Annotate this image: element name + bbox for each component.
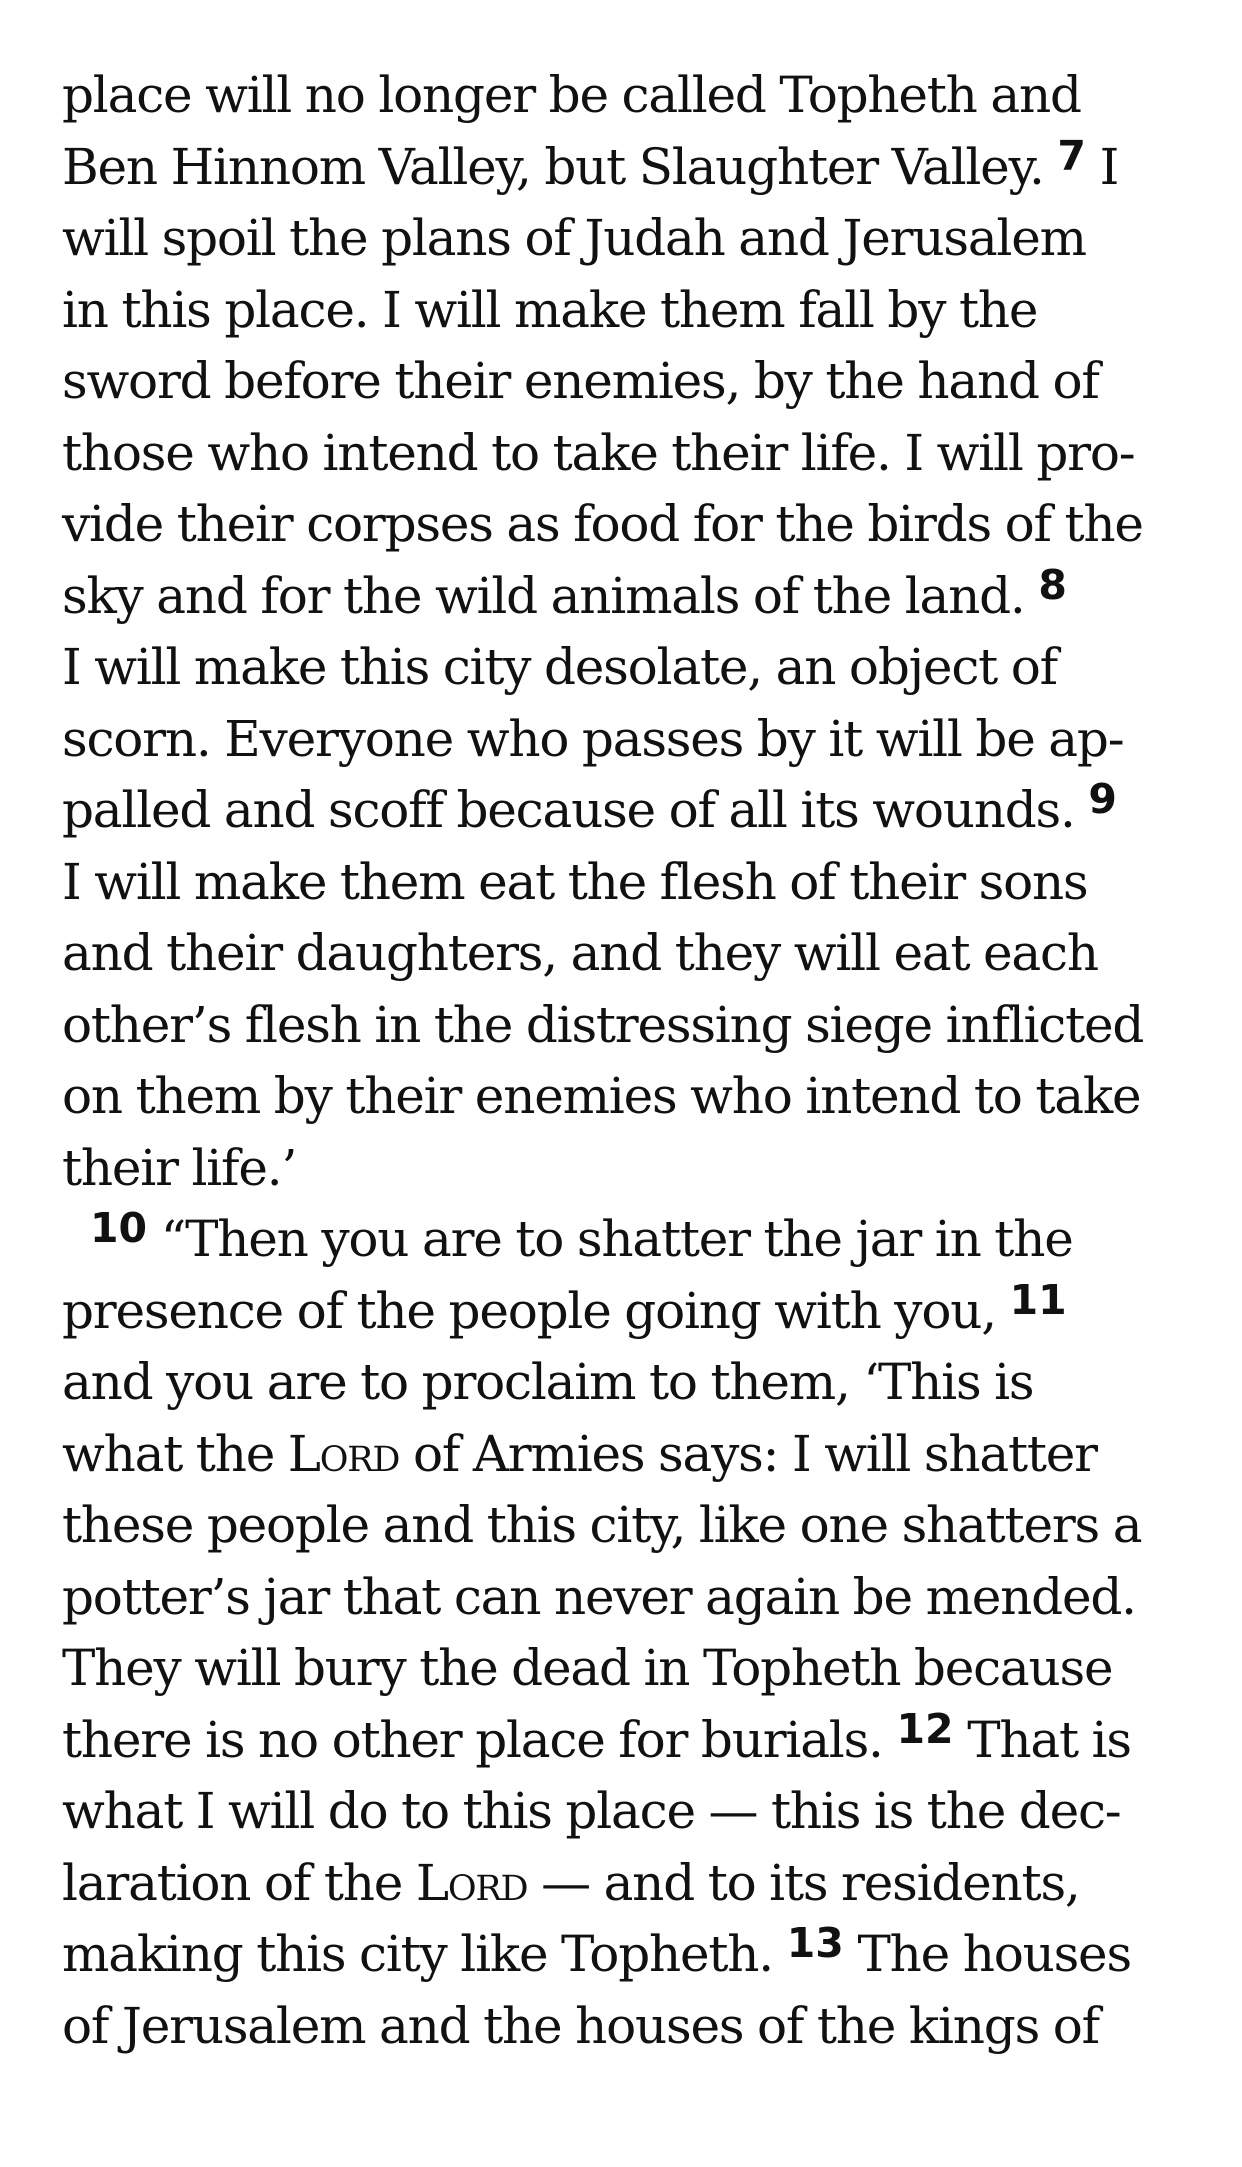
text-line [62,60,1192,132]
text-line [62,1633,1192,1705]
verse-number: 10 [90,1204,148,1252]
verse-text: of Jerusalem and the houses of the kings of [62,1996,1099,2055]
text-line [62,1061,1192,1133]
verse-text: will spoil the plans of Judah and Jerusalem [62,209,1086,267]
verse-text: what the [62,1424,288,1483]
verse-number: 9 [1088,775,1117,823]
verse-text: there is no other place for burials. [62,1710,897,1769]
verse-text: place will no longer be called Topheth and [62,66,1081,124]
verse-text: — and to its residents, [527,1853,1080,1912]
verse-text: in this place. I will make them fall by the [62,280,1038,339]
text-line [62,1919,1192,1991]
verse-number: 13 [786,1919,844,1967]
verse-text: I will make them eat the flesh of their sons [62,852,1088,911]
verse-text: and their daughters, and they will eat each [62,924,1098,982]
text-line [62,1776,1192,1848]
text-line [62,1276,1192,1348]
divine-name-smallcaps: Lord [415,1853,528,1912]
text-line [62,489,1192,561]
verse-number: 12 [896,1704,954,1753]
verse-text: their life.’ [62,1138,297,1197]
verse-text: That is [953,1710,1131,1769]
verse-text: Ben Hinnom Valley, but Slaughter Valley. [62,137,1058,196]
text-line [62,1490,1192,1562]
text-line [62,418,1192,490]
verse-text: palled and scoff because of all its wounds. [62,781,1089,839]
text-line [62,1562,1192,1634]
verse-text: and you are to proclaim to them, ‘This is [62,1353,1034,1411]
verse-text: sword before their enemies, by the hand of [62,352,1099,410]
text-line [62,918,1192,990]
text-line [62,1848,1192,1920]
text-line [62,847,1192,919]
text-line [62,1419,1192,1491]
text-line [62,704,1192,776]
text-line [62,1347,1192,1419]
verse-text: making this city like Topheth. [62,1925,787,1983]
verse-text: potter’s jar that can never again be mended. [62,1567,1136,1626]
text-line [62,346,1192,418]
verse-text: vide their corpses as food for the birds of the [62,495,1143,553]
verse-text: other’s flesh in the distressing siege inflicted [62,995,1144,1054]
text-line [62,203,1192,275]
verse-text: They will bury the dead in Topheth because [62,1639,1113,1697]
verse-text: scorn. Everyone who passes by it will be ap- [62,709,1124,768]
verse-text: I will make this city desolate, an object of [62,638,1057,696]
text-line [62,1991,1192,2063]
verse-text: those who intend to take their life. I will pro- [62,423,1135,482]
text-line [62,275,1192,347]
text-line [62,561,1192,633]
verse-text: what I will do to this place — this is the dec- [62,1782,1121,1840]
verse-number: 11 [1009,1275,1067,1324]
verse-number: 7 [1057,131,1086,180]
verse-number: 8 [1038,560,1067,609]
verse-text: sky and for the wild animals of the land. [62,566,1039,625]
text-line [62,775,1192,847]
verse-text: presence of the people going with you, [62,1281,1010,1340]
verse-text: of Armies says: I will shatter [399,1424,1097,1483]
scripture-passage [62,60,1192,2062]
text-line [62,1204,1192,1276]
verse-text: these people and this city, like one shatters a [62,1496,1142,1554]
verse-text: on them by their enemies who intend to take [62,1067,1141,1125]
text-line [62,132,1192,204]
verse-text: “Then you are to shatter the jar in the [147,1210,1073,1268]
verse-text: laration of the [62,1853,416,1912]
text-line [62,632,1192,704]
divine-name-smallcaps: Lord [287,1424,400,1483]
text-line [62,990,1192,1062]
verse-text: I [1085,137,1119,196]
verse-text: The houses [843,1925,1131,1983]
text-line [62,1133,1192,1205]
text-line [62,1705,1192,1777]
